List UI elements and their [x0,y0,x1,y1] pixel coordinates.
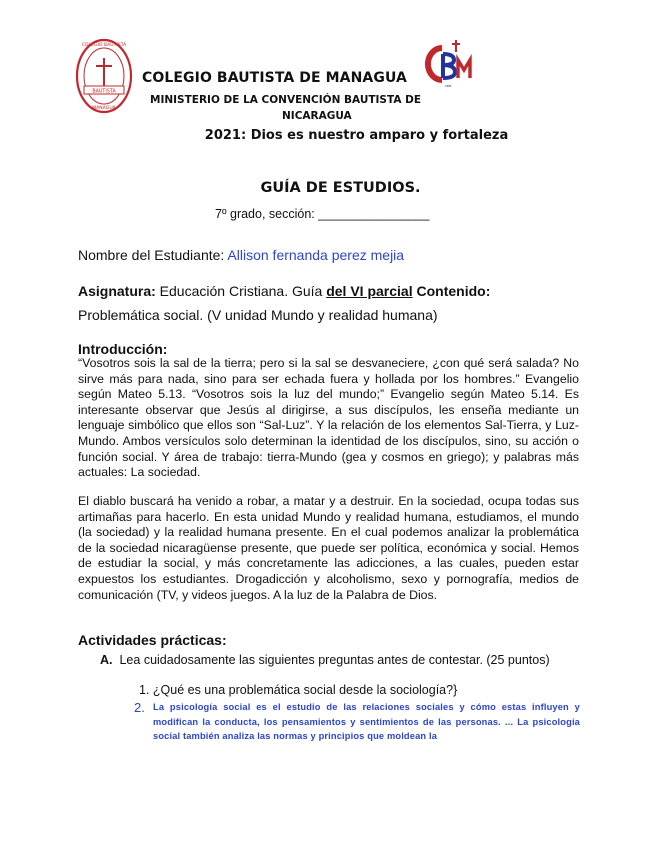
seal-ribbon-text: BAUTISTA [92,89,116,95]
student-name-label: Nombre del Estudiante: [78,247,228,263]
seal-top-text: COLEGIO BAUTISTA [81,43,127,48]
student-name-value: Allison fernanda perez mejia [227,247,405,263]
student-name-line [78,247,404,263]
activities-heading: Actividades prácticas: [78,632,227,648]
introduction-paragraph-1: “Vosotros sois la sal de la tierra; pero si la sal se desvaneciere, ¿con qué será salada? No sirve más para nada, sino para ser echada fuera y hollada por los hombres.” Evangelio según Mateo 5.13. “Vosotros sois la luz del mundo;” Evangelio según Mateo 5.14. Es interesante observar que Jesús al dirigirse, a sus discípulos, les enseña mediante un lenguaje simbólico que ellos son “Sal-Luz”. Y la relación de los elementos Sal-Tierra, y Luz-Mundo. Ambos versículos solo determinan la identidad de los discípulos, sino, su acción o función social. Y área de trabajo: tierra-Mundo (gea y cosmos en griego); y palabras más actuales: La sociedad. [78,356,579,480]
guide-title: GUÍA DE ESTUDIOS. [260,180,421,196]
seal-bottom-text: MANAGUA [92,106,116,111]
partial-label: del VI parcial [326,283,413,299]
activity-a-text: Lea cuidadosamente las siguientes preguntas antes de contestar. (25 puntos) [119,653,550,667]
subject-value: Educación Cristiana. Guía [155,283,327,299]
school-name: COLEGIO BAUTISTA DE MANAGUA [142,70,407,86]
subject-label: Asignatura: [78,283,156,299]
question-2-answer: La psicología social es el estudio de las relaciones sociales y cómo estas influyen y modifican la conducta, los pensamientos y sentimientos de las personas. ... La psicología social también analiza las normas y principios que moldean la [153,702,580,742]
grade-section-line: 7º grado, sección: ________________ [215,207,430,221]
year-motto: 2021: Dios es nuestro amparo y fortaleza [204,128,509,143]
activity-a [100,653,550,667]
ministry-line-1: MINISTERIO DE LA CONVENCIÓN BAUTISTA DE [150,94,422,106]
question-1: 1. ¿Qué es una problemática social desde la sociología?} [139,683,458,697]
introduction-paragraph-2: El diablo buscará ha venido a robar, a matar y a destruir. En la sociedad, ocupa todas sus artimañas para hacerlo. En esta unidad Mundo y realidad humana, estudiamos, el mundo (la sociedad) y la realidad humana presente. En el cual podemos analizar la problemática de la sociedad nicaragüense presente, que puede ser política, económica y social. Hemos de estudiar la social, y más concretamente las adicciones, a las cuales, pueden estar expuestos los estudiantes. Drogadicción y alcoholismo, sexo y pornografía, medios de comunicación (TV, y videos juegos. A la luz de la Palabra de Dios. [78,494,579,602]
question-2-number: 2. [134,700,145,715]
school-seal-logo [74,36,134,116]
subject-line [78,283,490,299]
ministry-line-2: NICARAGUA [282,110,352,122]
logo-letters: CBM [444,84,452,88]
question-2 [134,700,580,744]
cbm-logo [424,38,472,88]
activity-a-letter: A. [100,653,113,667]
content-value: Problemática social. (V unidad Mundo y realidad humana) [78,307,438,323]
ministry-line [150,92,425,124]
content-label: Contenido: [412,283,491,299]
introduction-heading: Introducción: [78,341,168,357]
